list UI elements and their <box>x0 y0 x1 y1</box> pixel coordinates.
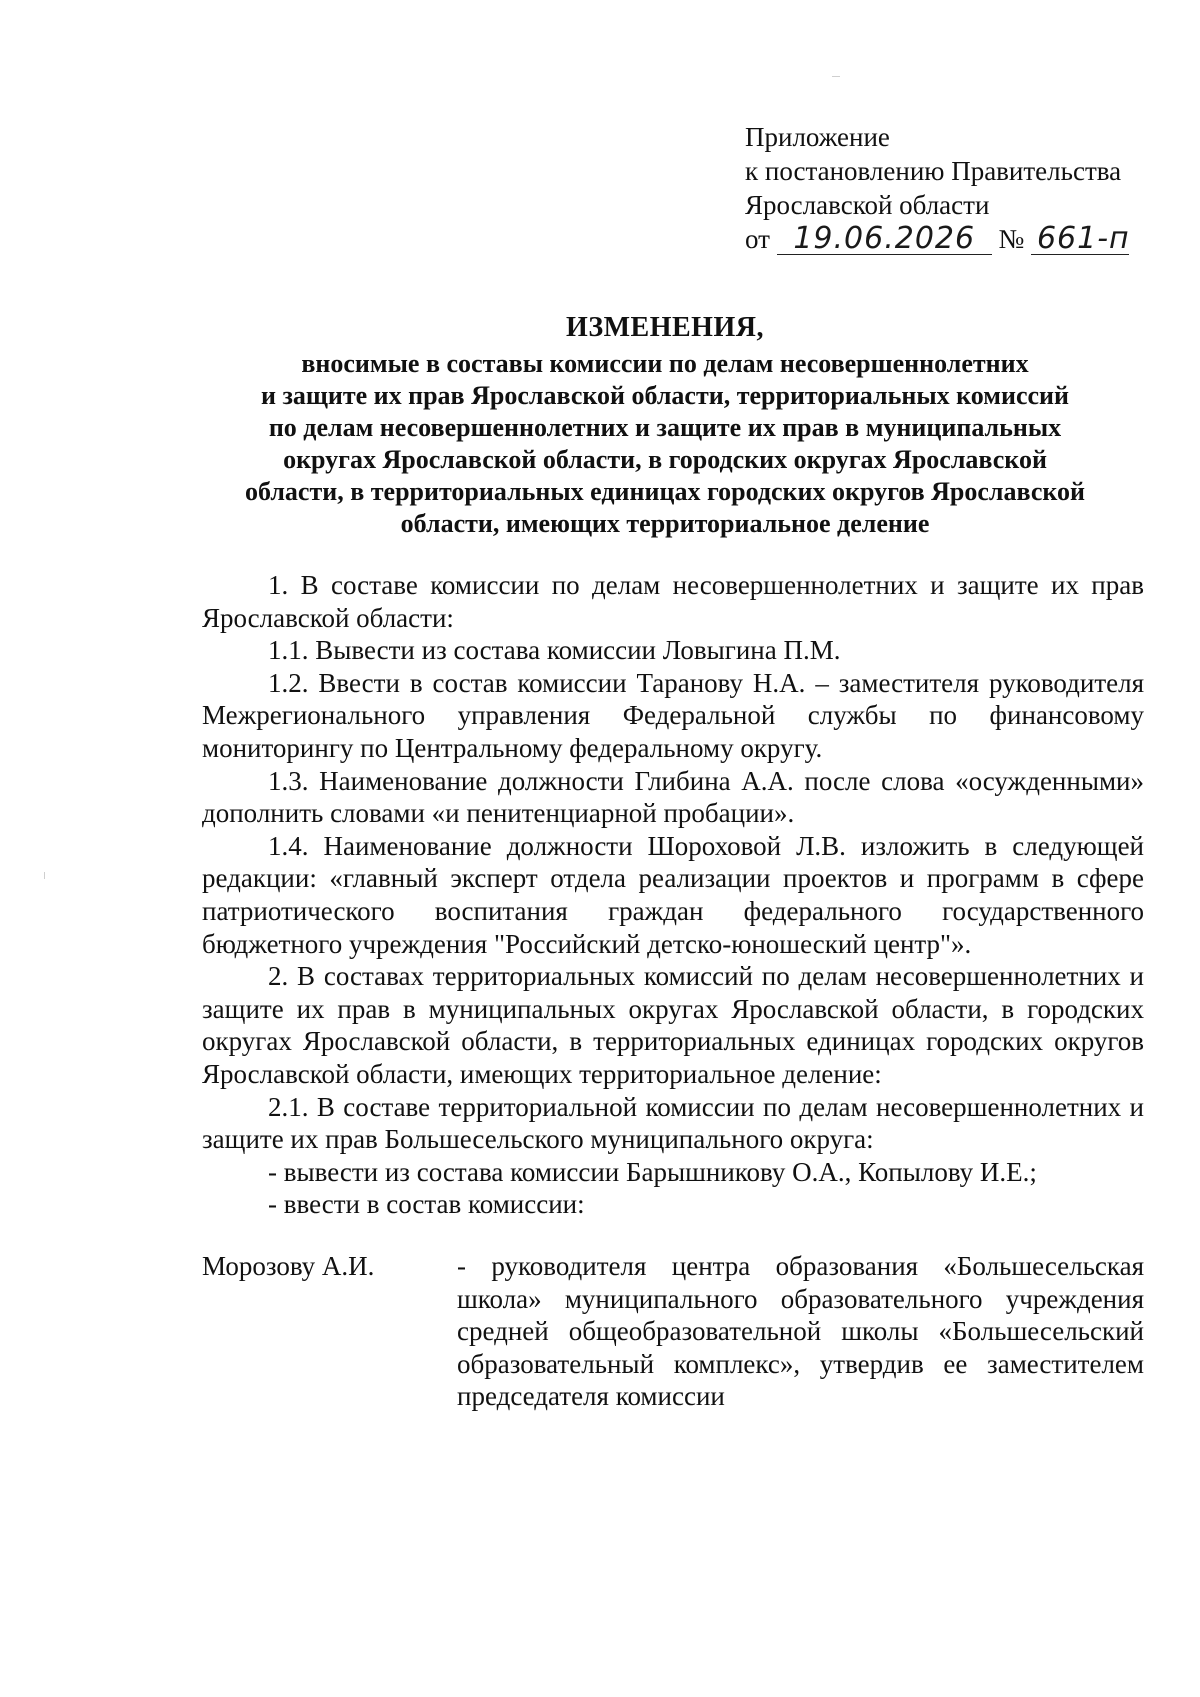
document-title <box>190 312 1140 540</box>
member-description: - руководителя центра образования «Большесельская школа» муниципального образовательного учреждения средней общеобразовательной школы «Большесельский образовательный комплекс», утвердив ее заместителем председателя комиссии <box>457 1251 1144 1412</box>
title-line: области, в территориальных единицах городских округов Ярославской <box>244 477 1086 506</box>
appendix-label: Приложение <box>745 122 890 152</box>
paragraph-1-1: 1.1. Вывести из состава комиссии Ловыгина П.М. <box>268 635 841 666</box>
paragraph-2-1-add: - ввести в состав комиссии: <box>268 1189 585 1220</box>
member-name: Морозову А.И. <box>202 1251 375 1281</box>
appendix-region: Ярославской области <box>745 190 990 220</box>
paragraph-2-1-remove: - вывести из состава комиссии Барышникову О.А., Копылову И.Е.; <box>268 1156 1037 1187</box>
scan-mark <box>832 76 840 77</box>
handwritten-number: 661-п <box>1031 224 1129 255</box>
title-line: вносимые в составы комиссии по делам несовершеннолетних <box>301 349 1029 378</box>
appendix-date-number <box>745 222 1165 256</box>
date-prefix: от <box>745 224 770 254</box>
title-line: и защите их прав Ярославской области, территориальных комиссий <box>260 381 1070 410</box>
appendix-header <box>745 120 1165 256</box>
title-line: округах Ярославской области, в городских округах Ярославской <box>283 445 1047 474</box>
scan-mark <box>44 872 45 879</box>
title-main: ИЗМЕНЕНИЯ, <box>566 312 764 343</box>
number-prefix: № <box>998 224 1025 254</box>
paragraph-2: 2. В составах территориальных комиссий по делам несовершеннолетних и защите их прав в муниципальных округах Ярославской области, в городских округах Ярославской области, в территориальных единицах городских округов Ярославской области, имеющих территориальное деление: <box>202 961 1144 1089</box>
paragraph-1-3: 1.3. Наименование должности Глибина А.А. после слова «осужденными» дополнить словами «и пенитенциарной пробации». <box>202 765 1144 829</box>
title-line: по делам несовершеннолетних и защите их прав в муниципальных <box>268 413 1062 442</box>
title-line: области, имеющих территориальное деление <box>400 509 930 538</box>
paragraph-1: 1. В составе комиссии по делам несовершеннолетних и защите их прав Ярославской области: <box>202 570 1144 633</box>
document-body <box>202 569 1144 1221</box>
paragraph-2-1: 2.1. В составе территориальной комиссии по делам несовершеннолетних и защите их прав Большесельского муниципального округа: <box>202 1091 1144 1155</box>
member-entry <box>202 1250 1144 1413</box>
paragraph-1-2: 1.2. Ввести в состав комиссии Таранову Н.А. – заместителя руководителя Межрегионального управления Федеральной службы по финансовому мониторингу по Центральному федеральному округу. <box>202 667 1144 763</box>
appendix-reference: к постановлению Правительства <box>745 156 1122 186</box>
paragraph-1-4: 1.4. Наименование должности Шороховой Л.В. изложить в следующей редакции: «главный эксперт отдела реализации проектов и программ в сфере патриотического воспитания граждан федерального государственного бюджетного учреждения "Российский детско-юношеский центр"». <box>202 830 1144 959</box>
handwritten-date: 19.06.2026 <box>777 224 992 255</box>
